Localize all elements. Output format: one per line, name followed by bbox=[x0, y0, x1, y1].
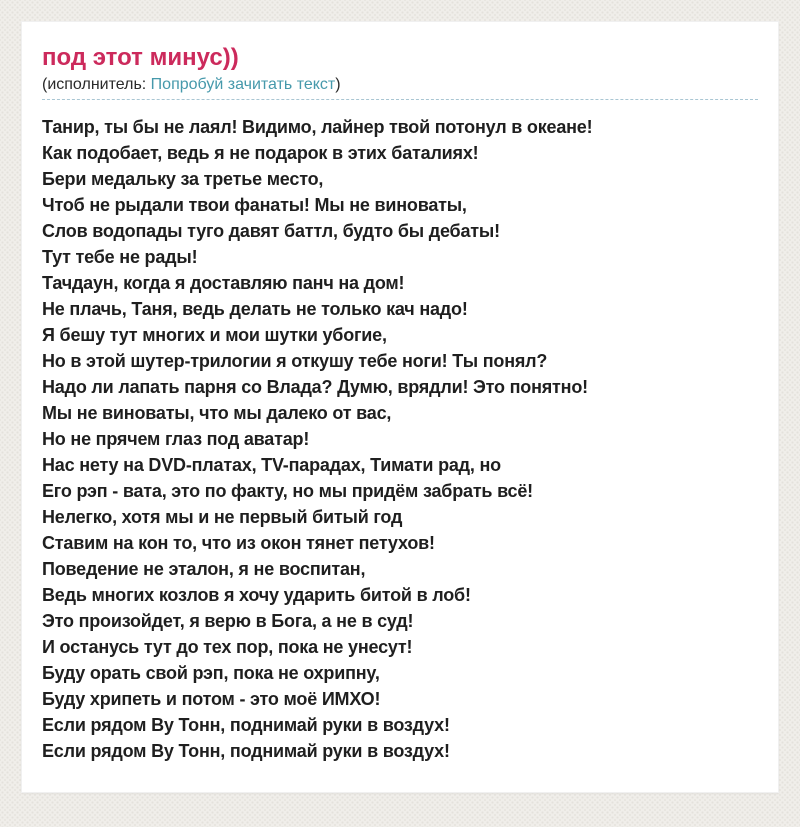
lyrics-text bbox=[42, 114, 758, 764]
lyric-line: Его рэп - вата, это по факту, но мы придём забрать всё! bbox=[42, 481, 533, 501]
lyric-line: Если рядом Ву Тонн, поднимай руки в воздух! bbox=[42, 741, 450, 761]
lyric-line: Мы не виноваты, что мы далеко от вас, bbox=[42, 403, 392, 423]
lyric-line: Нелегко, хотя мы и не первый битый год bbox=[42, 507, 403, 527]
lyric-line: Не плачь, Таня, ведь делать не только кач надо! bbox=[42, 299, 468, 319]
artist-label: (исполнитель: bbox=[42, 76, 151, 93]
lyric-line: Тачдаун, когда я доставляю панч на дом! bbox=[42, 273, 405, 293]
artist-line bbox=[42, 74, 758, 95]
lyric-line: Поведение не эталон, я не воспитан, bbox=[42, 559, 366, 579]
lyric-line: Ставим на кон то, что из окон тянет петухов! bbox=[42, 533, 435, 553]
lyric-line: Это произойдет, я верю в Бога, а не в суд! bbox=[42, 611, 414, 631]
lyric-line: И останусь тут до тех пор, пока не унесут! bbox=[42, 637, 413, 657]
lyric-line: Бери медальку за третье место, bbox=[42, 169, 324, 189]
lyric-line: Как подобает, ведь я не подарок в этих баталиях! bbox=[42, 143, 479, 163]
lyric-line: Если рядом Ву Тонн, поднимай руки в воздух! bbox=[42, 715, 450, 735]
artist-link[interactable]: Попробуй зачитать текст bbox=[150, 76, 336, 93]
lyric-line: Буду хрипеть и потом - это моё ИМХО! bbox=[42, 689, 381, 709]
lyric-line: Тут тебе не рады! bbox=[42, 247, 198, 267]
lyrics-card bbox=[21, 21, 779, 793]
lyric-line: Надо ли лапать парня со Влада? Думю, врядли! Это понятно! bbox=[42, 377, 588, 397]
lyric-line: Я бешу тут многих и мои шутки убогие, bbox=[42, 325, 387, 345]
lyric-line: Но в этой шутер-трилогии я откушу тебе ноги! Ты понял? bbox=[42, 351, 548, 371]
lyric-line: Ведь многих козлов я хочу ударить битой в лоб! bbox=[42, 585, 471, 605]
lyric-line: Чтоб не рыдали твои фанаты! Мы не виноваты, bbox=[42, 195, 467, 215]
dashed-separator bbox=[42, 99, 758, 100]
song-title: под этот минус)) bbox=[42, 44, 239, 71]
lyric-line: Нас нету на DVD-платах, TV-парадах, Тимати рад, но bbox=[42, 455, 501, 475]
lyric-line: Буду орать свой рэп, пока не охрипну, bbox=[42, 663, 380, 683]
artist-suffix: ) bbox=[335, 76, 341, 93]
lyric-line: Танир, ты бы не лаял! Видимо, лайнер твой потонул в океане! bbox=[42, 117, 593, 137]
lyric-line: Слов водопады туго давят баттл, будто бы дебаты! bbox=[42, 221, 500, 241]
lyric-line: Но не прячем глаз под аватар! bbox=[42, 429, 310, 449]
